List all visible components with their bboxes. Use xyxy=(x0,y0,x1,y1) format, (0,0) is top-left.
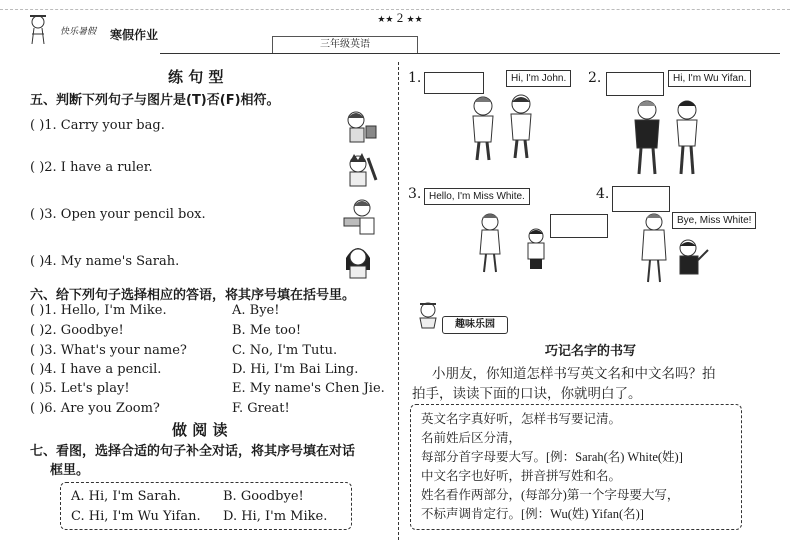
boys-meeting-picture xyxy=(625,96,735,178)
teacher-and-student-picture xyxy=(470,210,570,275)
boy-carrying-bag-picture xyxy=(340,108,380,144)
q6-answer: F. Great! xyxy=(232,401,290,416)
q7-option: B. Goodbye! xyxy=(223,489,304,504)
q6-answer: E. My name's Chen Jie. xyxy=(232,381,385,396)
q6-answer: D. Hi, I'm Bai Ling. xyxy=(232,362,359,377)
intro-text: 拍手，读读下面的口诀，你就明白了。 xyxy=(412,386,642,402)
fun-zone-badge: 趣味乐园 xyxy=(442,316,508,334)
q6-question: ( )2. Goodbye! xyxy=(30,323,124,338)
q6-answer: A. Bye! xyxy=(232,303,280,318)
q5-item: ( )1. Carry your bag. xyxy=(30,118,165,133)
q5-item: ( )2. I have a ruler. xyxy=(30,160,153,175)
boy-with-ruler-picture xyxy=(340,150,380,188)
boys-greeting-picture xyxy=(455,92,585,162)
q7-option: A. Hi, I'm Sarah. xyxy=(71,489,181,504)
empty-speech-bubble xyxy=(424,72,484,94)
rhyme-line: 中文名字也好听，拼音拼写姓和名。 xyxy=(421,469,622,483)
speech-bubble: Hi, I'm Wu Yifan. xyxy=(668,70,751,87)
farewell-picture xyxy=(636,210,746,285)
intro-text: 小朋友，你知道怎样书写英文名和中文名吗？拍 xyxy=(432,366,716,382)
picture-number: 2. xyxy=(588,70,602,86)
q5-item: ( )4. My name's Sarah. xyxy=(30,254,180,269)
column-divider xyxy=(398,62,399,540)
section-title-practice: 练 句 型 xyxy=(168,68,224,86)
q7-heading: 七、看图，选择合适的句子补全对话，将其序号填在对话 xyxy=(30,444,356,459)
book-title: 寒假作业 xyxy=(110,28,159,42)
girl-sarah-picture xyxy=(340,240,380,280)
q5-item: ( )3. Open your pencil box. xyxy=(30,207,206,222)
picture-number: 1. xyxy=(408,70,422,86)
speech-bubble: Hi, I'm John. xyxy=(506,70,571,87)
picture-number: 3. xyxy=(408,186,422,202)
q6-heading: 六、给下列句子选择相应的答语，将其序号填在括号里。 xyxy=(30,288,356,303)
empty-speech-bubble xyxy=(606,72,664,96)
q5-heading: 五、判断下列句子与图片是(T)否(F)相符。 xyxy=(30,93,280,108)
q7-option: D. Hi, I'm Mike. xyxy=(223,509,328,524)
page-number: ★★ 2 ★★ xyxy=(377,10,423,25)
header-rule xyxy=(160,53,780,54)
q6-answer: B. Me too! xyxy=(232,323,302,338)
mascot-icon xyxy=(22,12,62,50)
logo: 快乐暑假 寒假作业 xyxy=(22,12,152,52)
section-title-reading: 做 阅 读 xyxy=(172,421,228,439)
rhyme-line: 姓名看作两部分，(每部分)第一个字母要大写， xyxy=(421,488,680,502)
q7-heading-cont: 框里。 xyxy=(50,463,90,478)
fun-title: 巧记名字的书写 xyxy=(545,344,637,359)
rhyme-line: 英文名字真好听，怎样书写要记清。 xyxy=(421,412,622,426)
picture-number: 4. xyxy=(596,186,610,202)
grade-label: 三年级英语 xyxy=(272,36,418,54)
q6-question: ( )5. Let's play! xyxy=(30,381,130,396)
q6-question: ( )4. I have a pencil. xyxy=(30,362,162,377)
q7-option: C. Hi, I'm Wu Yifan. xyxy=(71,509,201,524)
rhyme-line: 不标声调肯定行。[例：Wu(姓) Yifan(名)] xyxy=(421,507,644,521)
empty-speech-bubble xyxy=(612,186,670,212)
q6-answer: C. No, I'm Tutu. xyxy=(232,343,338,358)
q6-question: ( )1. Hello, I'm Mike. xyxy=(30,303,167,318)
q7-options-box xyxy=(60,482,352,530)
speech-bubble: Hello, I'm Miss White. xyxy=(424,188,530,205)
rhyme-box xyxy=(410,404,742,530)
rhyme-line: 名前姓后区分清， xyxy=(421,431,522,445)
speech-bubble: Bye, Miss White! xyxy=(672,212,756,229)
rhyme-line: 每部分首字母要大写。[例：Sarah(名) White(姓)] xyxy=(421,450,683,464)
boy-opening-pencil-box-picture xyxy=(340,196,380,236)
q6-question: ( )3. What's your name? xyxy=(30,343,187,358)
q6-question: ( )6. Are you Zoom? xyxy=(30,401,160,416)
